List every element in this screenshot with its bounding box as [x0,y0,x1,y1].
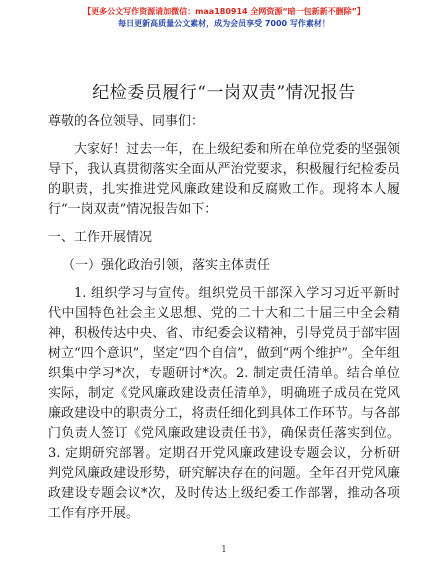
promo-banner [0,6,448,30]
document-title: 纪检委员履行“一岗双责”情况报告 [92,83,356,103]
document-body [48,112,400,524]
salutation: 尊敬的各位领导、同事们： [48,114,205,129]
subsection-heading-1: （一）强化政治引领，落实主体责任 [62,258,271,273]
intro-paragraph: 大家好！过去一年，在上级纪委和所在单位党委的坚强领导下，我认真贯彻落实全面从严治党要求，积极履行纪检委员的职责，扎实推进党风廉政建设和反腐败工作。现将本人履行“一岗双责”情况报告如下： [48,142,400,217]
page-number: 1 [221,545,227,555]
body-paragraph-1: 1. 组织学习与宣传。组织党员干部深入学习习近平新时代中国特色社会主义思想、党的二十大和二十届三中全会精神，积极传达中央、省、市纪委会议精神，引导党员于部牢固树立“四个意识”，坚定“四个自信”，做到“两个维护”。全年组织集中学习*次，专题研讨*次。2. 制定责任清单。结合单位实际，制定《党风廉政建设责任清单》，明确班子成员在党风廉政建设中的职责分工，将责任细化到具体工作环节。与各部门负责人签订《党风廉政建设责任书》，确保责任落实到位。3. 定期研究部署。定期召开党风廉政建设专题会议，分析研判党风廉政建设形势，研究解决存在的问题。全年召开党风廉政建设专题会议*次，及时传达上级纪委工作部署，推动各项工作有序开展。 [48,286,400,521]
promo-banner-line2: 每日更新高质量公文素材，成为会员享受 7000 写作素材！ [118,19,330,28]
section-heading-1: 一、工作开展情况 [48,230,153,245]
promo-banner-line1: 【更多公文写作资源请加微信：maa180914 全网资源“暗一包新新不删除”】 [83,7,365,16]
